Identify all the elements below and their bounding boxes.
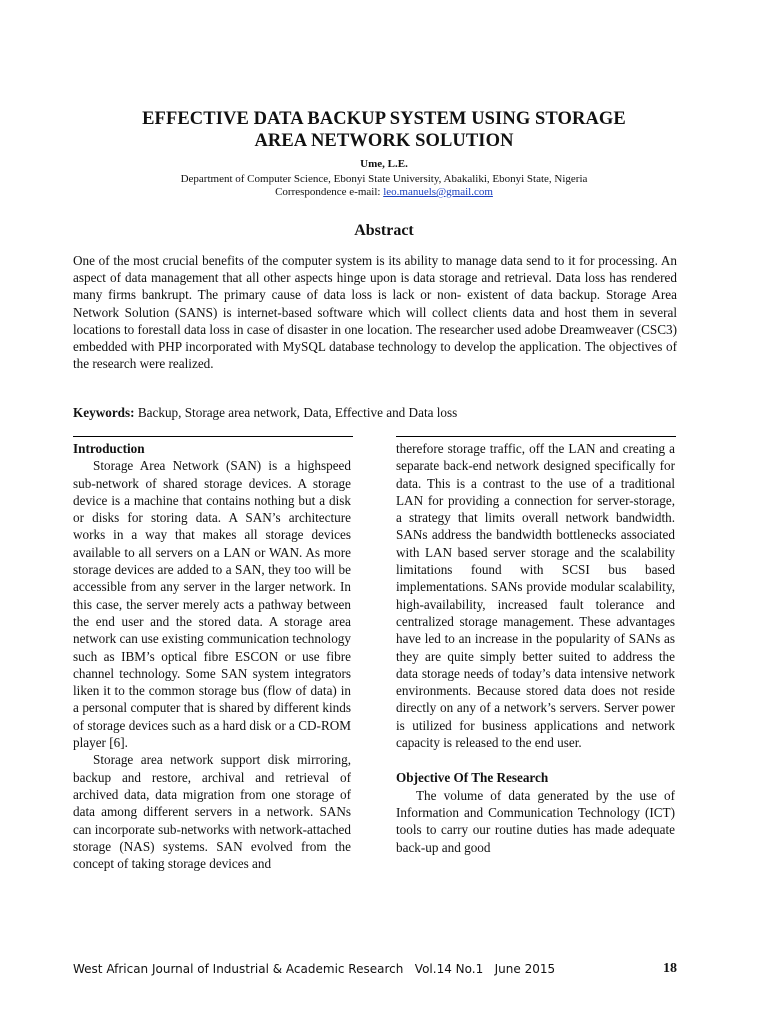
- abstract-heading: Abstract: [354, 222, 414, 239]
- right-column: [396, 440, 675, 856]
- introduction-continued-paragraph: therefore storage traffic, off the LAN and creating a separate back-end network designed specifically for data. This is a contrast to the use of a traditional LAN for providing a connection for server-storage, a strategy that limits overall network bandwidth. SANs address the bandwidth bottlenecks associated with LAN based server storage and the scalability limitations found with SCSI bus based implementations. SANs provide modular scalability, high-availability, increased fault tolerance and centralized storage management. These advantages have led to an increase in the popularity of SANs as they are quite simply better suited to address the data storage needs of today’s data intensive network environments. Because stored data does not reside directly on any of a network’s servers. Server power is utilized for business applications and network capacity is released to the end user.: [396, 441, 675, 751]
- left-column: [73, 440, 351, 872]
- left-column-rule: [73, 436, 353, 437]
- objective-paragraph-1: The volume of data generated by the use of Information and Communication Technology (ICT) tools to carry our routine duties has made adequate back-up and good: [396, 787, 675, 855]
- keywords-line: [73, 404, 677, 421]
- right-column-rule: [396, 436, 676, 437]
- paper-title: [60, 108, 708, 152]
- title-line-2: AREA NETWORK SOLUTION: [254, 131, 514, 151]
- author-name: Ume, L.E.: [360, 158, 408, 170]
- objective-heading: Objective Of The Research: [396, 770, 549, 786]
- introduction-paragraph-2: Storage area network support disk mirroring, backup and restore, archival and retrieval of archived data, data migration from one storage of data among different servers in a network. SANs can incorporate sub-networks with network-attached storage (NAS) systems. SAN evolved from the concept of taking storage devices and: [73, 752, 351, 872]
- introduction-heading: Introduction: [73, 441, 145, 456]
- footer-journal-info: West African Journal of Industrial & Academic Research Vol.14 No.1 June 2015: [73, 962, 556, 976]
- correspondence-label: Correspondence e-mail:: [275, 186, 384, 198]
- title-line-1: EFFECTIVE DATA BACKUP SYSTEM USING STORAGE: [142, 109, 626, 129]
- correspondence-line: [60, 186, 708, 199]
- keywords-text: Backup, Storage area network, Data, Effective and Data loss: [134, 405, 458, 420]
- abstract-text: One of the most crucial benefits of the computer system is its ability to manage data send to it for processing. An aspect of data management that all other aspects hinge upon is data storage and retrieval. Data loss has rendered many firms bankrupt. The primary cause of data loss is lack or non- existent of data backup. Storage Area Network Solution (SANS) is internet-based software which will collect clients data and host them in several locations to forestall data loss in case of disaster in one location. The researcher used adobe Dreamweaver (CSC3) embedded with PHP incorporated with MySQL database technology to develop the application. The objectives of the research were realized.: [73, 253, 677, 372]
- keywords-label: Keywords:: [73, 405, 135, 420]
- author-affiliation: Department of Computer Science, Ebonyi State University, Abakaliki, Ebonyi State, Nigeria: [180, 173, 588, 185]
- correspondence-email-link[interactable]: leo.manuels@gmail.com: [383, 186, 493, 198]
- page-number: 18: [663, 961, 677, 976]
- introduction-paragraph-1: Storage Area Network (SAN) is a highspeed sub-network of shared storage devices. A storage device is a machine that contains nothing but a disk or disks for storing data. A SAN’s architecture works in a way that makes all storage devices available to all servers on a LAN or WAN. As more storage devices are added to a SAN, they too will be accessible from any server in the larger network. In this case, the server merely acts a pathway between the end user and the stored data. A storage area network can use existing communication technology such as IBM’s optical fibre ESCON or use fibre channel technology. Some SAN system integrators liken it to the common storage bus (flow of data) in a personal computer that is shared by different kinds of storage devices such as a hard disk or a CD-ROM player [6].: [73, 458, 351, 751]
